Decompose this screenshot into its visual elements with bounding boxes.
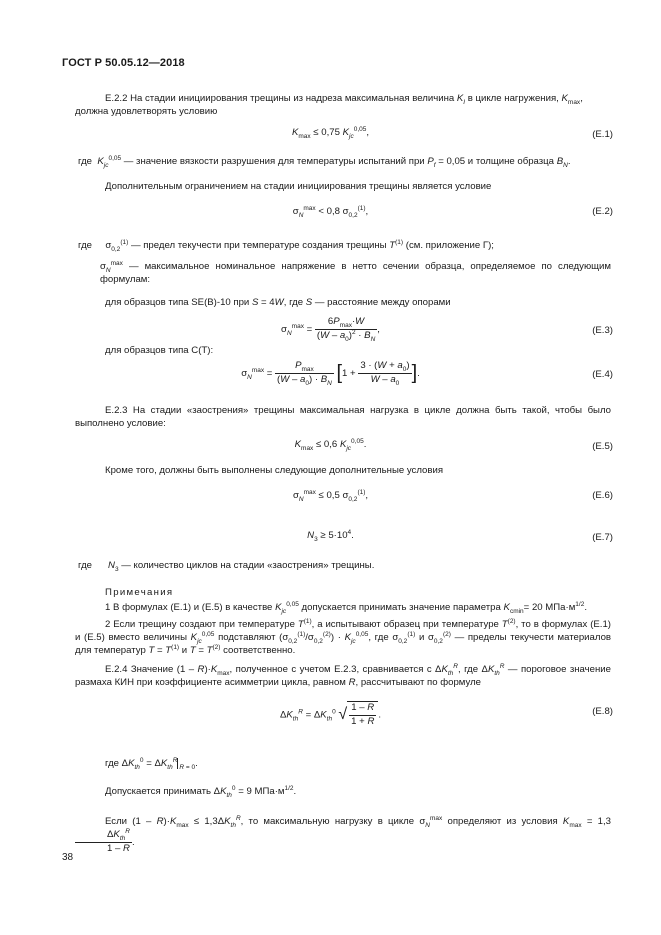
equation-number-e5: (Е.5) [592,441,613,452]
paragraph-extra-limit: Дополнительным ограничением на стадии инициирования трещины является условие [105,181,492,192]
paragraph-if: Если $(1 - R)\cdot K_{max} \le 1,3\Delta K_{th}^R$, то максимальную нагрузку в цикле $\sigma_N^{max}$ определяют из условия $K_{max} = 1,3$ $\frac{\Delta K_{th}^R}{1 - R}$ . [75,816,611,856]
paragraph-e24: Е.2.4 Значение $(1 - R)\cdot K_{max}$, полученное с учетом Е.2.3, сравнивается с $\Delta K_{th}^R$, где $\Delta K_{th}^R$ — пороговое значение размаха КИН при коэффициенте асимметрии цикла, равном R, рассчитывают по формуле [75,662,612,688]
paragraph-allowed: Допускается принимать $\Delta K_{th}^0 = 9$ $МПа\cdot м^{1/2}$. [105,784,297,799]
note-1: 1 В формулах (Е.1) и (Е.5) в качестве $K_{jc}^{0,05}$ допускается принимать значение параметра $K_{cmin}= 20$ $МПа\cdot м^{1/2}$. [105,600,588,615]
equation-number-e8: (Е.8) [592,706,613,717]
paragraph-e22: Е.2.2 На стадии инициирования трещины из надреза максимальная величина $K_I$ в цикле нагружения, $K_{max}$, должна удовлетворять условию [75,93,583,117]
where-e2-sigma: где $\sigma_{0,2}^{(1)}$ — предел текучести при температуре создания трещины $T^{(1)}$ (см. приложение Г); [78,238,494,253]
where-e1: где $K_{jc}^{0,05}$ — значение вязкости разрушения для температуры испытаний при $P_f = 0,05$ и толщине образца $B_N$. [78,154,571,169]
equation-e2: $\sigma_N^{max} < 0,8$ $\sigma_{0,2}^{(1)}$, [292,204,369,219]
equation-e6: $\sigma_N^{max} \le 0,5$ $\sigma_{0,2}^{(1)}$, [292,488,369,503]
equation-e7: $N_3 \ge 5\cdot 10^4$. [307,528,354,543]
paragraph-e23: Е.2.3 На стадии «заострения» трещины максимальная нагрузка в цикле должна быть такой, чтобы было выполнено условие: [75,405,611,429]
note-2: 2 Если трещину создают при температуре $T^{(1)}$, а испытывают образец при температуре $T^{(2)}$, то в формулах (Е.1) и (Е.5) вместо величины $K_{jc}^{0,05}$ подставляют $(\sigma_{0,2}^{(1)}/\sigma_{0,2}^{(2)}) \cdot K_{jc}^{0,05}$, где $\sigma_{0,2}^{(1)}$ и $\sigma_{0,2}^{(2)}$ — пределы текучести материалов для температур $T = T^{(1)}$ и $T = T^{(2)}$ соответственно. [75,617,612,656]
paragraph-besides: Кроме того, должны быть выполнены следующие дополнительные условия [105,465,444,476]
equation-number-e1: (Е.1) [592,129,613,140]
equation-number-e2: (Е.2) [592,206,613,217]
equation-number-e6: (Е.6) [592,490,613,501]
equation-e8: $\Delta K_{th}^R = \Delta K_{th}^0$ √ $\frac{1 - R}{1 + R}$ . [279,702,382,727]
equation-number-e7: (Е.7) [592,532,613,543]
paragraph-ct-type: для образцов типа C(T): [105,345,214,356]
where-e8: где $\Delta K_{th}^0 = \Delta K_{th}^R_R$ $_{= 0}$. [105,756,198,771]
paragraph-se-type: для образцов типа SE(B)-10 при S = 4W, где S — расстояние между опорами [105,297,451,308]
equation-number-e4: (Е.4) [592,369,613,380]
where-n3: где $N_3$ — количество циклов на стадии «заострения» трещины. [78,560,375,573]
page-number: 38 [62,852,74,863]
equation-e3: $\sigma_N^{max}$ = $\frac{6P_{max}\cdot W}{(W - a_0)^2 \cdot B_N}$ , [281,316,380,343]
equation-e4: $\sigma_N^{max}$ = $\frac{P_{max}}{(W - a_0) \cdot B_N}$ [1 + $\frac{3 \cdot (W + a_0)}{W - a_0}$ ]. [241,360,420,387]
equation-e1: $K_{max} \le 0,75$ $K_{jc}^{0,05}$, [291,125,370,140]
equation-number-e3: (Е.3) [592,325,613,336]
notes-title: Примечания [105,587,174,598]
where-e2-sigmaN: $\sigma_N^{max}$ — максимальное номинальное напряжение в нетто сечении образца, определяемое по следующим формулам: [100,259,611,285]
page-title: ГОСТ Р 50.05.12—2018 [62,57,185,69]
equation-e5: $K_{max} \le 0,6$ $K_{jc}^{0,05}$. [294,437,367,452]
